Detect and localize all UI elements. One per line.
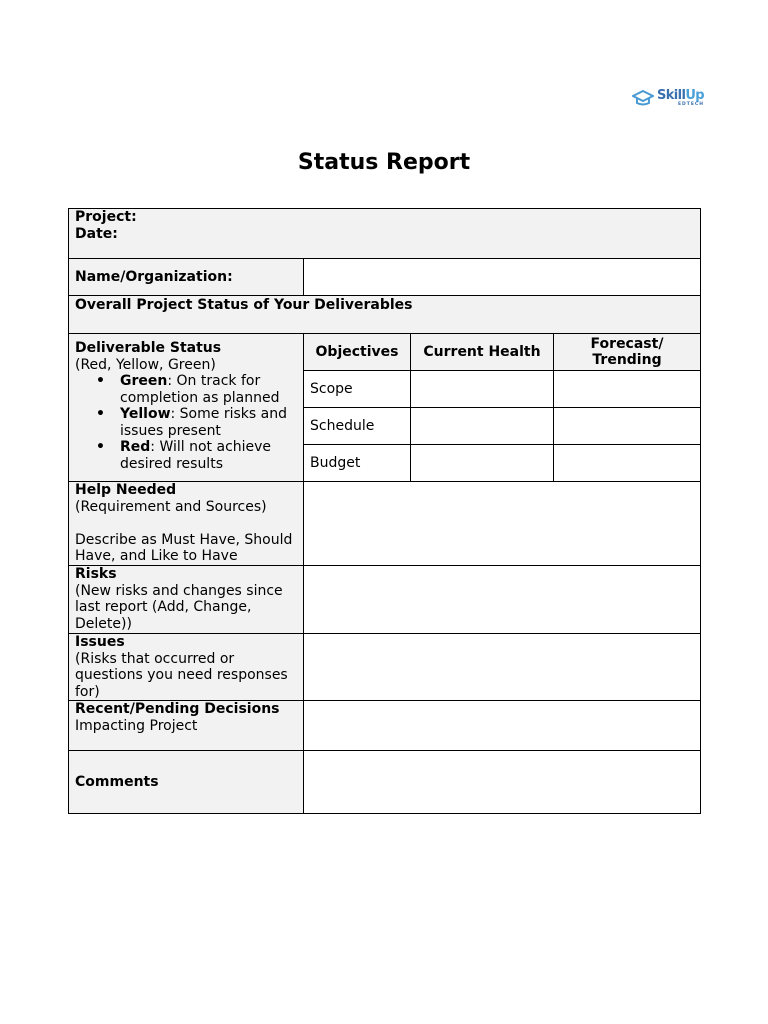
- issues-input[interactable]: [303, 633, 701, 701]
- help-needed-heading: Help Needed: [75, 482, 177, 498]
- name-org-label-cell: [68, 258, 304, 296]
- scope-health-input[interactable]: [410, 370, 554, 408]
- forecast-header: Forecast/ Trending: [553, 333, 701, 371]
- logo-brand-a: Skill: [656, 87, 686, 103]
- overall-status-cell: [68, 295, 701, 334]
- risks-cell: [68, 565, 304, 634]
- objective-schedule: Schedule: [303, 407, 411, 445]
- legend-item-yellow: • Yellow: Some risks and issues present: [120, 406, 297, 439]
- deliverable-status-cell: [68, 333, 304, 482]
- comments-input[interactable]: [303, 750, 701, 814]
- issues-desc: (Risks that occurred or questions you need responses for): [75, 650, 288, 700]
- comments-cell: [68, 750, 304, 814]
- budget-forecast-input[interactable]: [553, 444, 701, 482]
- logo-brand-b: Up: [685, 87, 704, 103]
- scope-forecast-input[interactable]: [553, 370, 701, 408]
- deliverable-status-subheading: (Red, Yellow, Green): [75, 356, 216, 373]
- help-needed-line1: (Requirement and Sources): [75, 498, 267, 515]
- status-legend: [75, 373, 297, 472]
- help-needed-line2: Describe as Must Have, Should Have, and Like to Have: [75, 531, 293, 564]
- project-label: Project:: [75, 209, 137, 225]
- decisions-input[interactable]: [303, 700, 701, 751]
- logo-subtitle: EDTECH: [677, 101, 704, 107]
- help-needed-cell: [68, 481, 304, 566]
- issues-heading: Issues: [75, 634, 125, 650]
- risks-input[interactable]: [303, 565, 701, 634]
- overall-status-label: Overall Project Status of Your Deliverables: [75, 297, 413, 313]
- current-health-header: Current Health: [410, 333, 554, 371]
- project-date-cell[interactable]: [68, 208, 701, 259]
- objective-scope: Scope: [303, 370, 411, 408]
- risks-heading: Risks: [75, 566, 117, 582]
- objective-budget: Budget: [303, 444, 411, 482]
- date-label: Date:: [75, 225, 118, 242]
- name-org-input[interactable]: [303, 258, 701, 296]
- decisions-cell: [68, 700, 304, 751]
- schedule-forecast-input[interactable]: [553, 407, 701, 445]
- risks-desc: (New risks and changes since last report (Add, Change, Delete)): [75, 582, 283, 632]
- page-title: Status Report: [297, 150, 471, 175]
- legend-item-red: • Red: Will not achieve desired results: [120, 439, 297, 472]
- decisions-heading: Recent/Pending Decisions: [75, 701, 280, 717]
- comments-label: Comments: [75, 773, 159, 790]
- issues-cell: [68, 633, 304, 701]
- budget-health-input[interactable]: [410, 444, 554, 482]
- deliverable-status-heading: Deliverable Status: [75, 340, 222, 356]
- help-needed-input[interactable]: [303, 481, 701, 566]
- objectives-header: Objectives: [303, 333, 411, 371]
- decisions-desc: Impacting Project: [75, 717, 198, 734]
- schedule-health-input[interactable]: [410, 407, 554, 445]
- legend-item-green: • Green: On track for completion as planned: [120, 373, 297, 406]
- name-org-label: Name/Organization:: [75, 268, 233, 285]
